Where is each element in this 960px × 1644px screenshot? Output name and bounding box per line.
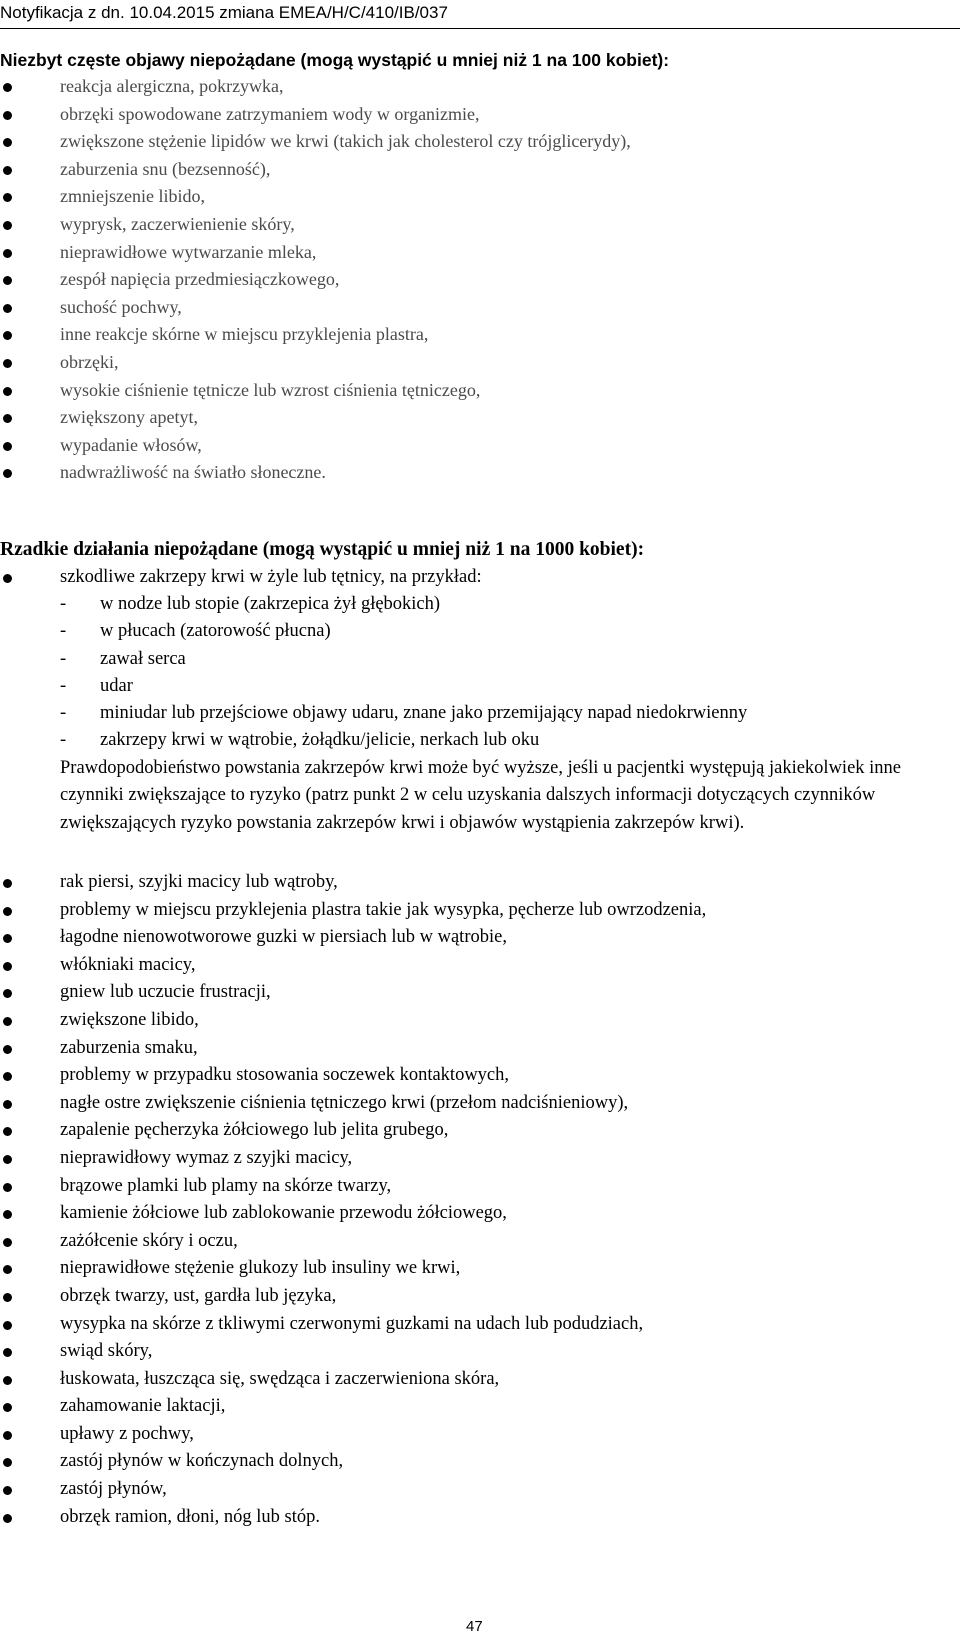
list-item-text: wyprysk, zaczerwienienie skóry, <box>60 213 295 234</box>
list-item-text: zażółcenie skóry i oczu, <box>60 1230 238 1251</box>
list-item <box>0 1283 960 1311</box>
bullet-icon <box>3 1045 12 1054</box>
list-item <box>0 377 960 405</box>
list-item-text: zastój płynów w kończynach dolnych, <box>60 1451 344 1472</box>
list-item-text: łuskowata, łuszcząca się, swędząca i zaczerwieniona skóra, <box>60 1368 500 1389</box>
list-item-text: problemy w miejscu przyklejenia plastra takie jak wysypka, pęcherze lub owrzodzenia, <box>60 899 707 920</box>
list-item <box>0 432 960 460</box>
list-item <box>0 294 960 322</box>
list-item <box>0 211 960 239</box>
list-item-text: włókniaki macicy, <box>60 954 196 975</box>
bullet-icon <box>3 934 12 943</box>
sub-list-item <box>0 673 960 700</box>
uncommon-effects-list <box>0 73 960 487</box>
list-item <box>0 1393 960 1421</box>
list-item <box>0 1117 960 1145</box>
list-item <box>0 1421 960 1449</box>
sub-list-item <box>0 700 960 727</box>
list-item <box>0 1090 960 1118</box>
bullet-icon <box>3 1486 12 1495</box>
dash-marker: - <box>60 621 67 642</box>
sub-list-item-text: w płucach (zatorowość płucna) <box>100 621 331 642</box>
sub-list-item <box>0 727 960 754</box>
list-item <box>0 266 960 294</box>
list-item <box>0 897 960 925</box>
list-item-text: łagodne nienowotworowe guzki w piersiach lub w wątrobie, <box>60 927 507 948</box>
bullet-icon <box>3 574 12 583</box>
list-item <box>0 128 960 156</box>
list-item <box>0 1366 960 1394</box>
list-item-text: brązowe plamki lub plamy na skórze twarzy, <box>60 1175 392 1196</box>
section-title-uncommon: Niezbyt częste objawy niepożądane (mogą wystąpić u mniej niż 1 na 100 kobiet): <box>0 50 670 70</box>
bullet-icon <box>3 1293 12 1302</box>
list-item-text: suchość pochwy, <box>60 296 182 317</box>
dash-marker: - <box>60 730 67 751</box>
bullet-icon <box>3 1431 12 1440</box>
bullet-icon <box>3 1238 12 1247</box>
rare-effects-list <box>0 869 960 1531</box>
list-item <box>0 183 960 211</box>
list-item-text: obrzęk ramion, dłoni, nóg lub stóp. <box>60 1506 320 1527</box>
list-item <box>0 349 960 377</box>
bullet-icon <box>3 138 12 147</box>
bullet-icon <box>3 1072 12 1081</box>
list-item <box>0 1338 960 1366</box>
list-item <box>0 952 960 980</box>
bullet-icon <box>3 989 12 998</box>
bullet-icon <box>3 359 12 368</box>
list-item <box>0 1504 960 1532</box>
list-item <box>0 1173 960 1201</box>
list-item-text: kamienie żółciowe lub zablokowanie przewodu żółciowego, <box>60 1203 507 1224</box>
list-item <box>0 1448 960 1476</box>
list-item <box>0 73 960 101</box>
bullet-icon <box>3 193 12 202</box>
sub-list-item-text: zakrzepy krwi w wątrobie, żołądku/jelicie, nerkach lub oku <box>100 730 540 751</box>
list-item-text: obrzęk twarzy, ust, gardła lub języka, <box>60 1285 337 1306</box>
list-item <box>0 869 960 897</box>
list-item-text: nieprawidłowe stężenie glukozy lub insuliny we krwi, <box>60 1258 461 1279</box>
list-item-text: zwiększone stężenie lipidów we krwi (takich jak cholesterol czy trójglicerydy), <box>60 131 631 152</box>
page-number: 47 <box>466 1618 483 1635</box>
bullet-icon <box>3 221 12 230</box>
sub-list-item-text: zawał serca <box>100 648 186 669</box>
bullet-icon <box>3 1210 12 1219</box>
list-item <box>0 1145 960 1173</box>
bullet-icon <box>3 1348 12 1357</box>
list-item-text: wysokie ciśnienie tętnicze lub wzrost ciśnienia tętniczego, <box>60 379 481 400</box>
notification-header: Notyfikacja z dn. 10.04.2015 zmiana EMEA/H/C/410/IB/037 <box>0 3 448 22</box>
list-item-text: gniew lub uczucie frustracji, <box>60 982 271 1003</box>
bullet-icon <box>3 414 12 423</box>
list-item-text: upławy z pochwy, <box>60 1423 194 1444</box>
sub-list-item <box>0 618 960 645</box>
bullet-icon <box>3 1183 12 1192</box>
list-item-text: inne reakcje skórne w miejscu przyklejenia plastra, <box>60 324 429 345</box>
list-item-text: reakcja alergiczna, pokrzywka, <box>60 76 284 96</box>
list-item <box>0 924 960 952</box>
dash-marker: - <box>60 648 67 669</box>
sub-list-item-text: udar <box>100 675 133 696</box>
list-item <box>0 321 960 349</box>
rare-effects-first-list <box>0 564 960 592</box>
list-item-text: szkodliwe zakrzepy krwi w żyle lub tętnicy, na przykład: <box>60 567 482 587</box>
section-title-rare: Rzadkie działania niepożądane (mogą wystąpić u mniej niż 1 na 1000 kobiet): <box>0 539 645 560</box>
sub-list-item <box>0 646 960 673</box>
list-item <box>0 1255 960 1283</box>
bullet-icon <box>3 1100 12 1109</box>
bullet-icon <box>3 1127 12 1136</box>
list-item <box>0 1007 960 1035</box>
bullet-icon <box>3 249 12 258</box>
bullet-icon <box>3 1458 12 1467</box>
list-item <box>0 1476 960 1504</box>
bullet-icon <box>3 276 12 285</box>
bullet-icon <box>3 1514 12 1523</box>
list-item <box>0 1228 960 1256</box>
list-item-text: zaburzenia smaku, <box>60 1037 198 1058</box>
list-item <box>0 1311 960 1339</box>
list-item-text: problemy w przypadku stosowania soczewek kontaktowych, <box>60 1065 510 1086</box>
list-item <box>0 101 960 129</box>
list-item-text: zaburzenia snu (bezsenność), <box>60 158 271 179</box>
list-item <box>0 1035 960 1063</box>
header-divider <box>0 28 960 29</box>
list-item <box>0 156 960 184</box>
list-item-text: wypadanie włosów, <box>60 434 202 455</box>
bullet-icon <box>3 962 12 971</box>
bullet-icon <box>3 387 12 396</box>
list-item-text: obrzęki spowodowane zatrzymaniem wody w organizmie, <box>60 103 480 124</box>
bullet-icon <box>3 1321 12 1330</box>
dash-marker: - <box>60 594 67 614</box>
list-item <box>0 459 960 487</box>
risk-note: Prawdopodobieństwo powstania zakrzepów krwi może być wyższe, jeśli u pacjentki występują jakiekolwiek inne czynniki zwiększające to ryzyko (patrz punkt 2 w celu uzyskania dalszych informacji dotyczących czynników zwiększających ryzyko powstania zakrzepów krwi i objawów wystąpienia zakrzepów krwi). <box>60 758 902 833</box>
bullet-icon <box>3 1265 12 1274</box>
list-item-text: zapalenie pęcherzyka żółciowego lub jelita grubego, <box>60 1120 449 1141</box>
dash-marker: - <box>60 675 67 696</box>
sub-list-item <box>0 591 960 618</box>
list-item-text: zespół napięcia przedmiesiączkowego, <box>60 269 340 290</box>
sub-list-item-text: w nodze lub stopie (zakrzepica żył głębokich) <box>100 594 441 614</box>
list-item <box>0 564 960 592</box>
bullet-icon <box>3 331 12 340</box>
list-item-text: zahamowanie laktacji, <box>60 1396 226 1417</box>
bullet-icon <box>3 83 12 92</box>
dash-marker: - <box>60 703 67 724</box>
bullet-icon <box>3 1017 12 1026</box>
list-item <box>0 239 960 267</box>
bullet-icon <box>3 1403 12 1412</box>
list-item-text: obrzęki, <box>60 351 119 372</box>
bullet-icon <box>3 166 12 175</box>
list-item <box>0 979 960 1007</box>
list-item-text: rak piersi, szyjki macicy lub wątroby, <box>60 872 338 892</box>
bullet-icon <box>3 469 12 478</box>
list-item-text: nieprawidłowe wytwarzanie mleka, <box>60 241 317 262</box>
list-item <box>0 1062 960 1090</box>
list-item <box>0 404 960 432</box>
list-item-text: nadwrażliwość na światło słoneczne. <box>60 462 326 483</box>
list-item-text: zastój płynów, <box>60 1479 167 1500</box>
list-item-text: swiąd skóry, <box>60 1341 153 1362</box>
list-item-text: wysypka na skórze z tkliwymi czerwonymi guzkami na udach lub podudziach, <box>60 1313 644 1334</box>
list-item-text: zwiększony apetyt, <box>60 407 198 428</box>
list-item-text: zmniejszenie libido, <box>60 186 205 207</box>
list-item-text: nieprawidłowy wymaz z szyjki macicy, <box>60 1147 353 1168</box>
bullet-icon <box>3 879 12 888</box>
sub-list-item-text: miniudar lub przejściowe objawy udaru, znane jako przemijający napad niedokrwienny <box>100 703 748 724</box>
bullet-icon <box>3 1155 12 1164</box>
bullet-icon <box>3 442 12 451</box>
bullet-icon <box>3 907 12 916</box>
bullet-icon <box>3 1376 12 1385</box>
blood-clot-sublist <box>0 591 960 755</box>
bullet-icon <box>3 111 12 120</box>
list-item <box>0 1200 960 1228</box>
list-item-text: nagłe ostre zwiększenie ciśnienia tętniczego krwi (przełom nadciśnieniowy), <box>60 1092 629 1113</box>
list-item-text: zwiększone libido, <box>60 1009 199 1030</box>
bullet-icon <box>3 304 12 313</box>
